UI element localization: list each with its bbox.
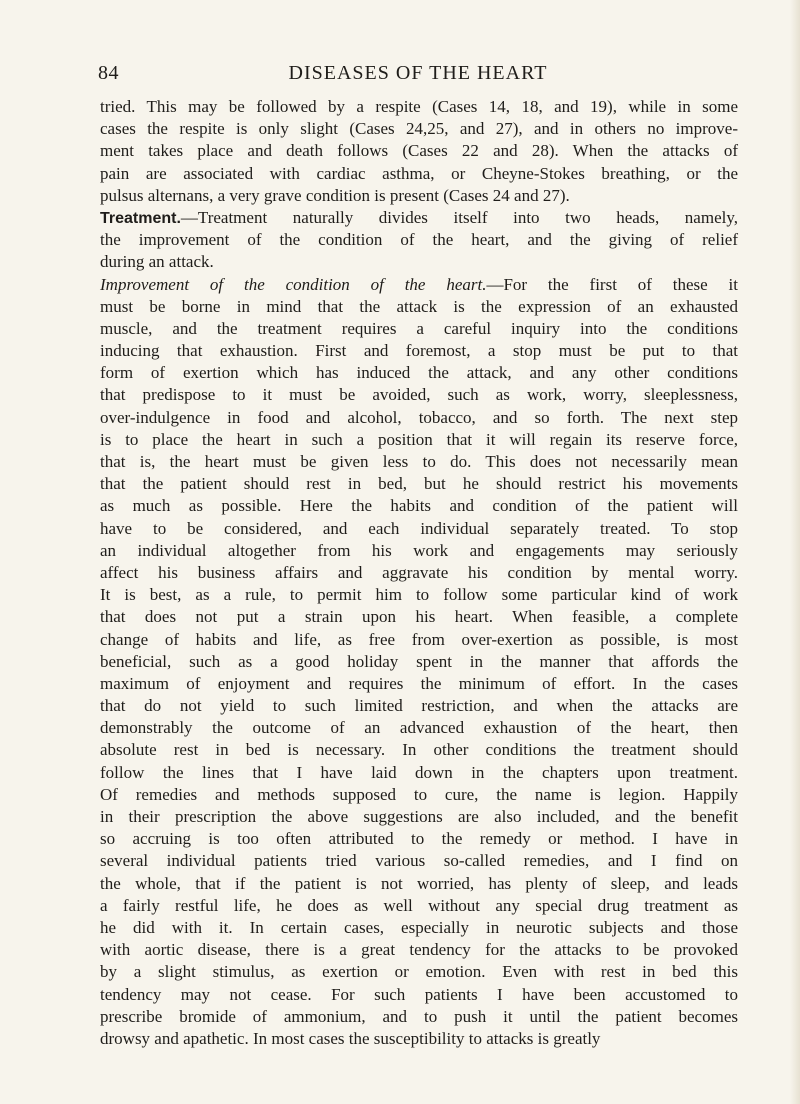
text-line: the improvement of the condition of the heart, and the giving of relief	[100, 230, 738, 250]
text-line: demonstrably the outcome of an advanced exhaustion of the heart, then	[100, 718, 738, 738]
text-line: with aortic disease, there is a great tendency for the attacks to be provoked	[100, 940, 738, 960]
text-line: that does not put a strain upon his heart. When feasible, a complete	[100, 607, 738, 627]
text-line: absolute rest in bed is necessary. In other conditions the treatment should	[100, 740, 738, 760]
text-line: must be borne in mind that the attack is the expression of an exhausted	[100, 296, 738, 316]
page-header	[98, 62, 738, 86]
body-text	[100, 96, 738, 1050]
text-line: is to place the heart in such a position that it will regain its reserve force,	[100, 429, 738, 449]
text-line: Of remedies and methods supposed to cure, the name is legion. Happily	[100, 784, 738, 804]
text-line: beneficial, such as a good holiday spent in the manner that affords the	[100, 651, 738, 671]
text-line: prescribe bromide of ammonium, and to push it until the patient becomes	[100, 1006, 738, 1026]
text-line: so accruing is too often attributed to the remedy or method. I have in	[100, 829, 738, 849]
page-number: 84	[98, 62, 119, 84]
text-line: ment takes place and death follows (Cases 22 and 28). When the attacks of	[100, 141, 738, 161]
running-title: DISEASES OF THE HEART	[288, 62, 548, 84]
text-line: tendency may not cease. For such patients I have been accustomed to	[100, 984, 738, 1004]
text-line: the whole, that if the patient is not worried, has plenty of sleep, and leads	[100, 873, 738, 893]
text-line: maximum of enjoyment and requires the minimum of effort. In the cases	[100, 673, 738, 693]
text-line: affect his business affairs and aggravate his condition by mental worry.	[100, 562, 738, 582]
paragraph	[100, 296, 738, 1050]
text-line: form of exertion which has induced the attack, and any other conditions	[100, 363, 738, 383]
text-line: that is, the heart must be given less to do. This does not necessarily mean	[100, 452, 738, 471]
text-line: follow the lines that I have laid down in the chapters upon treatment.	[100, 762, 738, 782]
text-line: several individual patients tried various so-called remedies, and I find on	[100, 851, 738, 871]
text-line: have to be considered, and each individual separately treated. To stop	[100, 518, 738, 538]
text-line: pulsus alternans, a very grave condition is present (Cases 24 and 27).	[100, 185, 570, 205]
text-fragment: —Treatment naturally divides itself into two heads, namely,	[180, 207, 738, 227]
text-line: that predispose to it must be avoided, such as work, worry, sleeplessness,	[100, 385, 738, 405]
text-line: an individual altogether from his work and engagements may seriously	[100, 540, 738, 560]
text-line: It is best, as a rule, to permit him to follow some particular kind of work	[100, 585, 738, 605]
text-line: cases the respite is only slight (Cases 24,25, and 27), and in others no improve-	[100, 119, 738, 139]
text-line: muscle, and the treatment requires a careful inquiry into the conditions	[100, 318, 738, 338]
improvement-heading-line	[100, 274, 738, 296]
text-line: a fairly restful life, he does as well without any special drug treatment as	[100, 895, 738, 915]
improvement-heading: Improvement of the condition of the heart.	[100, 274, 487, 294]
text-line: drowsy and apathetic. In most cases the susceptibility to attacks is greatly	[100, 1028, 601, 1048]
text-fragment: —For the first of these it	[486, 274, 738, 294]
treatment-heading: Treatment.	[100, 209, 181, 227]
text-line: as much as possible. Here the habits and condition of the patient will	[100, 496, 738, 516]
text-line: over-indulgence in food and alcohol, tobacco, and so forth. The next step	[100, 407, 738, 427]
text-line: change of habits and life, as free from over-exertion as possible, is most	[100, 629, 738, 649]
text-line: during an attack.	[100, 252, 214, 272]
text-line: inducing that exhaustion. First and foremost, a stop must be put to that	[100, 341, 738, 361]
text-line: pain are associated with cardiac asthma, or Cheyne-Stokes breathing, or the	[100, 163, 738, 183]
page-edge-shadow	[790, 0, 800, 1104]
treatment-heading-line	[100, 207, 738, 229]
text-line: that do not yield to such limited restriction, and when the attacks are	[100, 696, 738, 716]
text-line: in their prescription the above suggestions are also included, and the benefit	[100, 807, 738, 826]
text-line: by a slight stimulus, as exertion or emotion. Even with rest in bed this	[100, 962, 738, 982]
text-line: tried. This may be followed by a respite (Cases 14, 18, and 19), while in some	[100, 97, 738, 116]
text-line: he did with it. In certain cases, especially in neurotic subjects and those	[100, 917, 738, 937]
text-line: that the patient should rest in bed, but he should restrict his movements	[100, 474, 738, 494]
